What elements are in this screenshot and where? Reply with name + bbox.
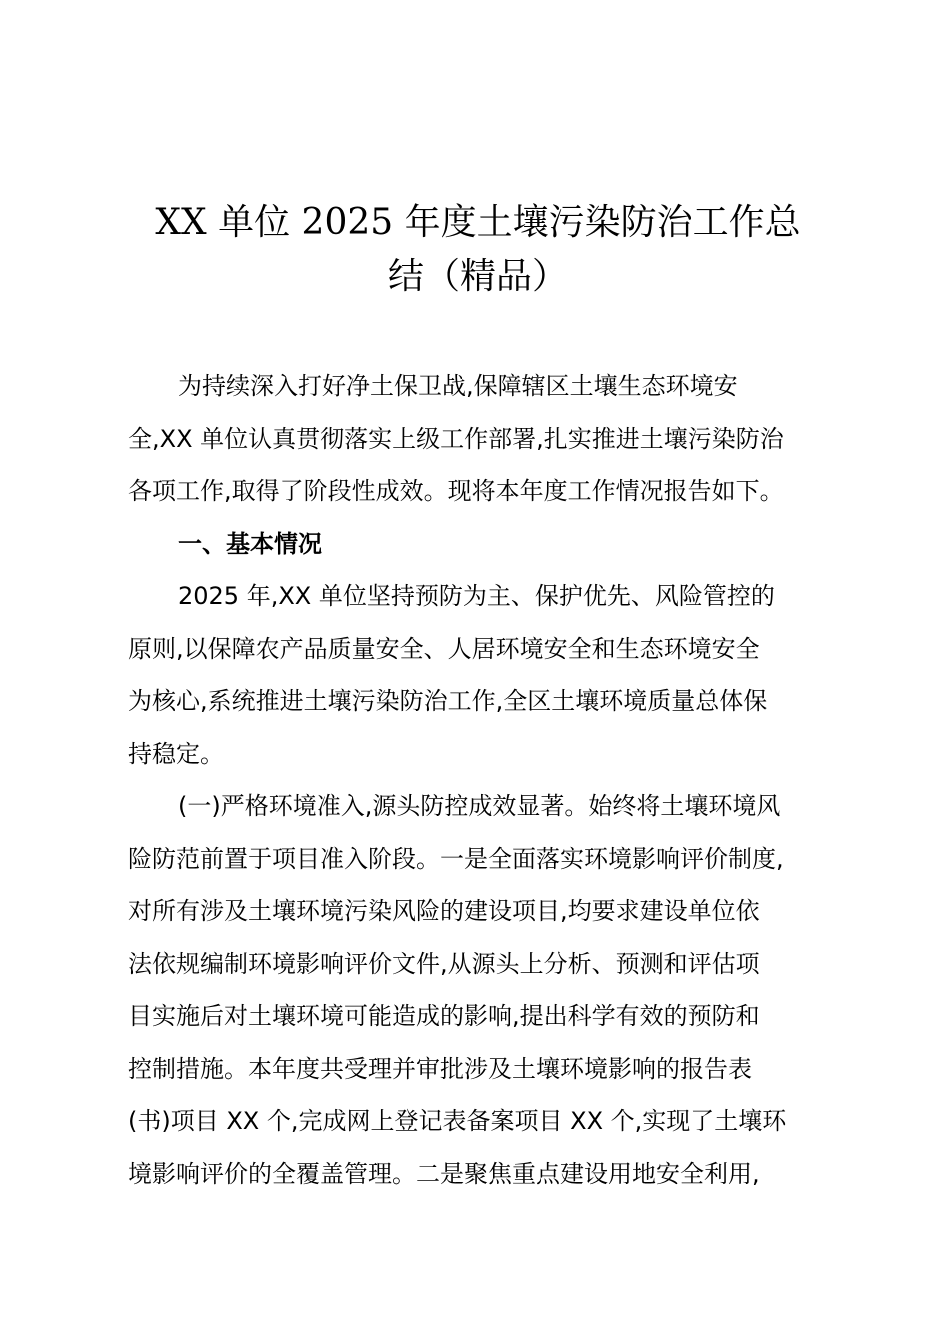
paragraph-line: (一)严格环境准入,源头防控成效显著。始终将土壤环境风	[178, 792, 781, 820]
document-body	[128, 360, 828, 1200]
title-line-1: XX 单位 2025 年度土壤污染防治工作总	[155, 202, 801, 243]
paragraph-line: 各项工作,取得了阶段性成效。现将本年度工作情况报告如下。	[128, 477, 784, 505]
paragraph-line: 为核心,系统推进土壤污染防治工作,全区土壤环境质量总体保	[128, 687, 768, 715]
paragraph-line: 全,XX 单位认真贯彻落实上级工作部署,扎实推进土壤污染防治	[128, 424, 784, 453]
paragraph-line: 2025 年,XX 单位坚持预防为主、保护优先、风险管控的	[178, 582, 775, 610]
paragraph-line: 法依规编制环境影响评价文件,从源头上分析、预测和评估项	[128, 949, 760, 978]
paragraph-line: 原则,以保障农产品质量安全、人居环境安全和生态环境安全	[128, 634, 760, 663]
document-title	[128, 196, 828, 304]
paragraph-line: 对所有涉及土壤环境污染风险的建设项目,均要求建设单位依	[128, 897, 760, 925]
section-heading-basic-situation	[128, 518, 828, 571]
section-heading: 一、基本情况	[178, 529, 322, 558]
paragraph-intro	[128, 360, 828, 518]
paragraph-overview	[128, 570, 828, 780]
paragraph-line: 险防范前置于项目准入阶段。一是全面落实环境影响评价制度,	[128, 844, 784, 873]
paragraph-line: (书)项目 XX 个,完成网上登记表备案项目 XX 个,实现了土壤环	[128, 1107, 787, 1135]
paragraph-line: 境影响评价的全覆盖管理。二是聚焦重点建设用地安全利用,	[128, 1159, 760, 1188]
paragraph-line: 控制措施。本年度共受理并审批涉及土壤环境影响的报告表	[128, 1054, 752, 1083]
paragraph-source-control	[128, 780, 828, 1200]
paragraph-line: 目实施后对土壤环境可能造成的影响,提出科学有效的预防和	[128, 1002, 760, 1030]
paragraph-line: 持稳定。	[128, 739, 224, 768]
paragraph-line: 为持续深入打好净土保卫战,保障辖区土壤生态环境安	[178, 372, 738, 400]
title-line-2: 结（精品）	[387, 256, 568, 297]
